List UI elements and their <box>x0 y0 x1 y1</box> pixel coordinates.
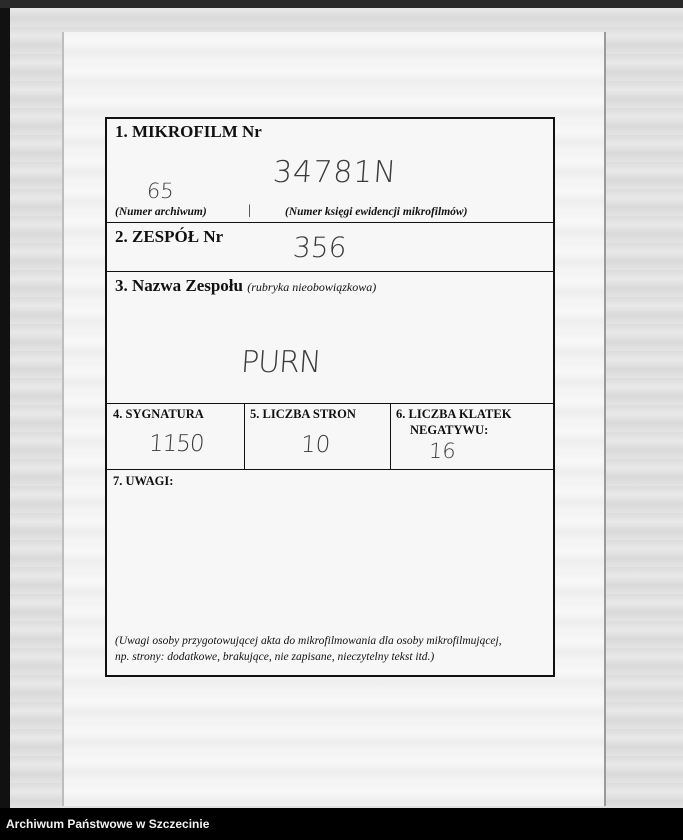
section3-optional-note: (rubryka nieobowiązkowa) <box>247 280 377 294</box>
column-divider-2 <box>390 403 391 469</box>
divider-4 <box>107 469 553 470</box>
archive-number-handwritten: 65 <box>146 179 175 203</box>
section3-label <box>115 276 376 296</box>
section6-label-line2: NEGATYWU: <box>410 423 489 437</box>
divider-3 <box>107 403 553 404</box>
caption-separator: | <box>248 203 251 218</box>
divider-1 <box>107 222 553 223</box>
frames-handwritten: 16 <box>428 439 457 463</box>
remarks-note-line1: (Uwagi osoby przygotowującej akta do mikrofilmowania dla osoby mikrofilmującej, <box>115 635 502 647</box>
section5-label: 5. LICZBA STRON <box>250 407 356 421</box>
footer-caption: Archiwum Państwowe w Szczecinie <box>6 817 210 831</box>
section7-label: 7. UWAGI: <box>113 474 174 488</box>
archive-number-caption: (Numer archiwum) <box>115 206 207 218</box>
microfilm-number-handwritten: 34781N <box>271 155 399 190</box>
scan-top-edge <box>0 0 683 8</box>
section4-label: 4. SYGNATURA <box>113 407 204 421</box>
scan-left-edge <box>0 0 10 808</box>
pages-handwritten: 10 <box>300 432 332 458</box>
paper-right-edge <box>604 32 606 806</box>
section6-label-line1: 6. LICZBA KLATEK <box>396 407 512 421</box>
section3-title: 3. Nazwa Zespołu <box>115 276 243 295</box>
divider-2 <box>107 271 553 272</box>
microfilm-form <box>105 117 555 677</box>
registry-caption: (Numer księgi ewidencji mikrofilmów) <box>285 206 468 218</box>
section2-label: 2. ZESPÓŁ Nr <box>115 227 224 246</box>
signature-handwritten: 1150 <box>148 431 205 457</box>
remarks-note-line2: np. strony: dodatkowe, brakujące, nie zapisane, nieczytelny tekst itd.) <box>115 651 435 663</box>
archive-footer <box>0 808 683 840</box>
fonds-number-handwritten: 356 <box>291 231 348 264</box>
column-divider-1 <box>244 403 245 469</box>
section1-label: 1. MIKROFILM Nr <box>115 122 262 141</box>
fonds-name-handwritten: PURN <box>239 345 322 380</box>
